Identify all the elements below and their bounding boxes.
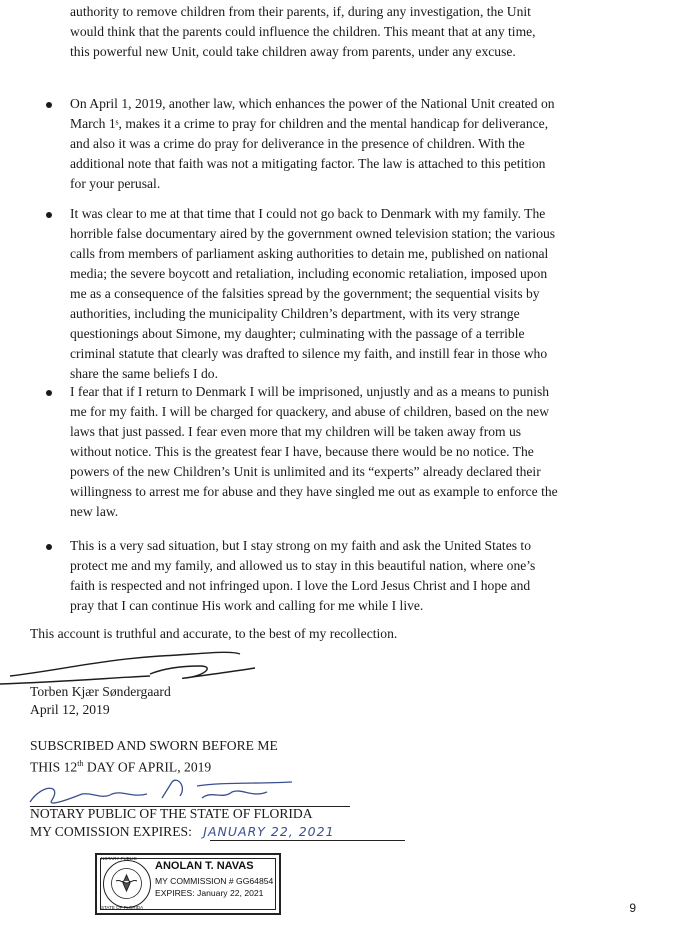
text-line: willingness to arrest me for abuse and they have singled me out as example to enforce the	[70, 484, 558, 499]
expires-handwritten: JANUARY 22, 2021	[203, 824, 335, 839]
text-line: questionings about Simone, my daughter; culminating with the passage of a terrible	[70, 326, 525, 341]
bullet-dot-icon	[46, 102, 52, 108]
signed-date: April 12, 2019	[30, 702, 110, 717]
notary-title: NOTARY PUBLIC OF THE STATE OF FLORIDA	[30, 806, 313, 821]
text-line: me as a consequence of the falsities spread by the government; the sequential visits by	[70, 286, 540, 301]
closing-statement: This account is truthful and accurate, to the best of my recollection.	[30, 626, 398, 641]
bullet-dot-icon	[46, 212, 52, 218]
bullet-paragraph	[70, 204, 640, 384]
expires-rule	[210, 840, 405, 841]
stamp-commission: MY COMMISSION # GG64854	[155, 876, 274, 886]
notary-date-line: THIS 12th DAY OF APRIL, 2019	[30, 759, 212, 775]
text-line: calls from members of parliament asking authorities to detain me, published on national	[70, 246, 549, 261]
seal-top-text: NOTARY PUBLIC	[101, 856, 137, 861]
text-line: me for my faith. I will be charged for quackery, and abuse of children, based on the new	[70, 404, 550, 419]
text-line: On April 1, 2019, another law, which enhances the power of the National Unit created on	[70, 96, 555, 111]
notary-seal-icon	[103, 860, 151, 908]
text-line: for your perusal.	[70, 176, 161, 191]
page-number: 9	[629, 901, 636, 915]
seal-bottom-text: STATE OF FLORIDA	[101, 905, 144, 910]
text-line: authority to remove children from their parents, if, during any investigation, the Unit	[70, 4, 531, 19]
commission-expires-line: MY COMISSION EXPIRES: JANUARY 22, 2021	[30, 824, 335, 839]
text-line: faith is respected and not infringed upon. I love the Lord Jesus Christ and I hope and	[70, 578, 531, 593]
text-line: media; the severe boycott and retaliation, including economic retaliation, imposed upon	[70, 266, 548, 281]
text-line: pray that I can continue His work and calling for me while I live.	[70, 598, 424, 613]
text-line: this powerful new Unit, could take children away from parents, under any excuse.	[70, 44, 516, 59]
text-line: criminal statute that clearly was drafted to silence my faith, and instill fear in those who	[70, 346, 548, 361]
bullet-paragraph	[70, 94, 640, 194]
text-line: I fear that if I return to Denmark I will be imprisoned, unjustly and as a means to punish	[70, 384, 550, 399]
text-line: This is a very sad situation, but I stay strong on my faith and ask the United States to	[70, 538, 531, 553]
bullet-dot-icon	[46, 390, 52, 396]
text-line: share the same beliefs I do.	[70, 366, 218, 381]
text-line: laws that just passed. I fear even more that my children will be taken away from us	[70, 424, 522, 439]
text-line: protect me and my family, and allowed us to stay in this beautiful nation, where one’s	[70, 558, 536, 573]
stamp-expires: EXPIRES: January 22, 2021	[155, 888, 264, 898]
text-line: March 1ˢ, makes it a crime to pray for children and the mental handicap for deliverance,	[70, 116, 549, 131]
intro-text	[70, 2, 640, 62]
text-line: authorities, including the municipality Children’s department, with its very strange	[70, 306, 520, 321]
text-line: additional note that faith was not a mitigating factor. The law is attached to this petition	[70, 156, 546, 171]
text-line: without notice. This is the greatest fear I have, because there would be no notice. The	[70, 444, 534, 459]
text-line: new law.	[70, 504, 119, 519]
stamp-notary-name: ANOLAN T. NAVAS	[155, 860, 254, 872]
bullet-paragraph	[70, 382, 640, 522]
notary-stamp	[95, 853, 281, 915]
bullet-dot-icon	[46, 544, 52, 550]
bullet-paragraph	[70, 536, 640, 616]
text-line: horrible false documentary aired by the government owned television station; the various	[70, 226, 556, 241]
text-line: and also it was a crime do pray for deliverance in the presence of children. With the	[70, 136, 525, 151]
text-line: It was clear to me at that time that I could not go back to Denmark with my family. The	[70, 206, 546, 221]
notary-oath-line: SUBSCRIBED AND SWORN BEFORE ME	[30, 738, 278, 753]
text-line: powers of the new Children’s Unit is unlimited and its “experts” already declared their	[70, 464, 541, 479]
text-line: would think that the parents could influence the children. This meant that at any time,	[70, 24, 536, 39]
signer-name: Torben Kjær Søndergaard	[30, 684, 171, 699]
